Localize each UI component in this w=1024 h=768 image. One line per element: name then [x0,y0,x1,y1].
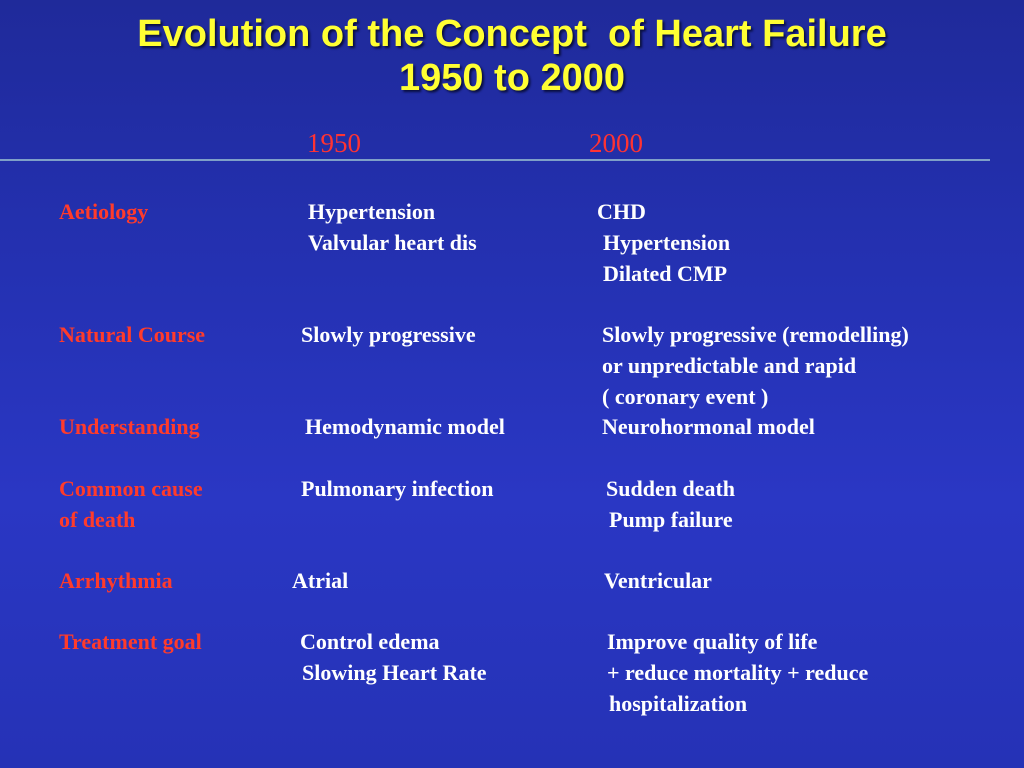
cause-of-death-2000-item: Sudden death [606,476,736,501]
row-label-treatment-goal: Treatment goal [59,629,202,654]
aetiology-2000-item: Dilated CMP [603,261,728,286]
natural-course-2000-item: ( coronary event ) [602,384,769,409]
arrhythmia-1950-item: Atrial [292,568,349,593]
natural-course-2000-item: or unpredictable and rapid [602,353,857,378]
aetiology-1950-item: Hypertension [308,199,436,224]
treatment-goal-1950-item: Control edema [300,629,440,654]
column-header-1950: 1950 [307,128,361,158]
column-header-2000: 2000 [589,128,643,158]
arrhythmia-2000-item: Ventricular [604,568,712,593]
treatment-goal-2000-item: hospitalization [609,691,748,716]
understanding-1950-item: Hemodynamic model [305,414,505,439]
row-label-arrhythmia: Arrhythmia [59,568,173,593]
title-line-1: Evolution of the Concept of Heart Failure [137,13,887,55]
aetiology-2000-item: CHD [597,199,646,224]
treatment-goal-1950-item: Slowing Heart Rate [302,660,487,685]
aetiology-1950-item: Valvular heart dis [308,230,477,255]
natural-course-2000-item: Slowly progressive (remodelling) [602,322,909,347]
row-label-natural-course: Natural Course [59,322,206,347]
cause-of-death-2000-item: Pump failure [609,507,733,532]
row-label-aetiology: Aetiology [59,199,149,224]
row-label-cause-of-death: Common cause [59,476,203,501]
treatment-goal-2000-item: + reduce mortality + reduce [607,660,869,685]
natural-course-1950-item: Slowly progressive [301,322,476,347]
cause-of-death-1950-item: Pulmonary infection [301,476,494,501]
header-divider [0,159,990,161]
slide-title [0,12,1024,100]
aetiology-2000-item: Hypertension [603,230,731,255]
title-line-2: 1950 to 2000 [398,57,626,99]
row-label-cause-of-death: of death [59,507,136,532]
row-label-understanding: Understanding [59,414,200,439]
understanding-2000-item: Neurohormonal model [602,414,815,439]
treatment-goal-2000-item: Improve quality of life [607,629,818,654]
